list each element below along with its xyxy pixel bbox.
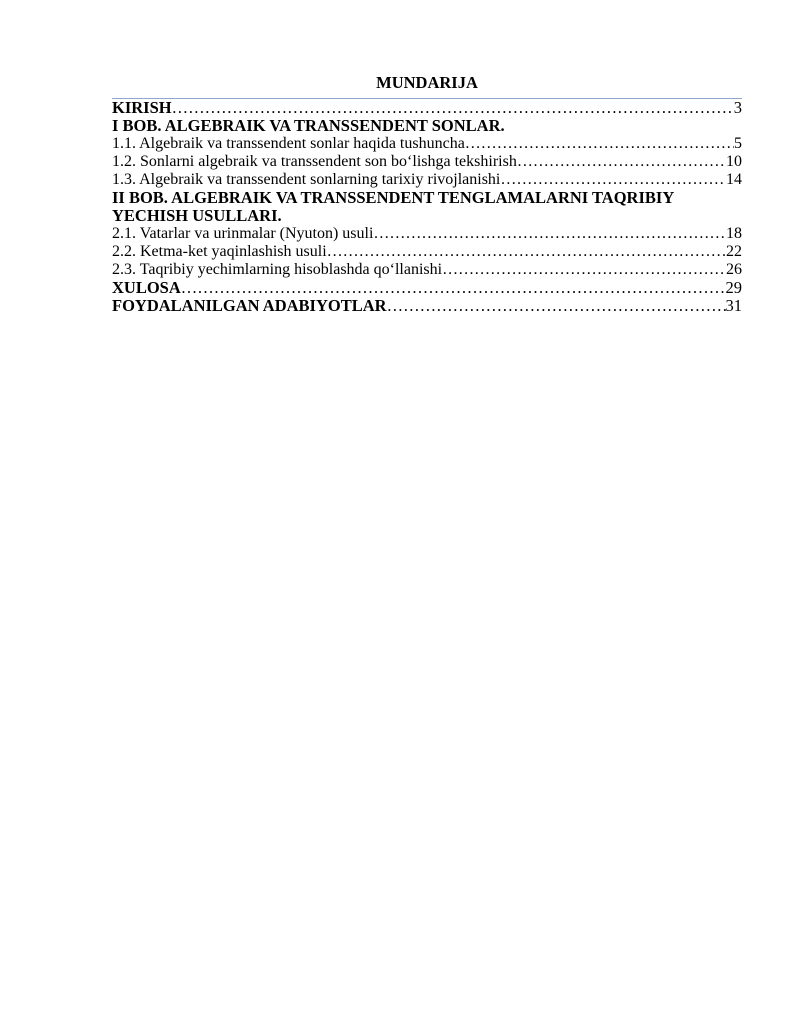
toc-entry-text-line2: YECHISH USULLARI. <box>112 206 282 225</box>
toc-entry-2-1[interactable] <box>112 225 742 243</box>
toc-entry-2-3[interactable] <box>112 261 742 279</box>
toc-entry-text: 2.1. Vatarlar va urinmalar (Nyuton) usuli <box>112 225 374 242</box>
toc-dot-leader <box>442 261 726 279</box>
toc-dot-leader <box>373 225 726 243</box>
toc-entry-1-3[interactable] <box>112 171 742 189</box>
toc-dot-leader <box>387 297 726 315</box>
toc-entry-text-line1: II BOB. ALGEBRAIK VA TRANSSENDENT TENGLAMALARNI TAQRIBIY <box>112 188 675 207</box>
toc-page-number: 22 <box>726 243 742 260</box>
toc-page-number: 18 <box>726 225 742 242</box>
toc-dot-leader <box>517 153 726 171</box>
toc-entry-kirish[interactable] <box>112 99 742 117</box>
toc-dot-leader <box>181 279 726 297</box>
toc-entry-1-1[interactable] <box>112 135 742 153</box>
toc-entry-text: 1.3. Algebraik va transsendent sonlarning tarixiy rivojlanishi <box>112 171 501 188</box>
toc-page-number: 5 <box>734 135 742 152</box>
toc-entry-text: XULOSA <box>112 278 181 297</box>
toc-entry-adabiyotlar[interactable] <box>112 297 742 315</box>
toc-entry-2-2[interactable] <box>112 243 742 261</box>
toc-dot-leader <box>327 243 726 261</box>
toc-page-number: 31 <box>725 296 742 315</box>
toc-entry-xulosa[interactable] <box>112 279 742 297</box>
toc-page-number: 14 <box>726 171 742 188</box>
toc-entry-text: 1.1. Algebraik va transsendent sonlar haqida tushuncha <box>112 135 465 152</box>
toc-page-number: 10 <box>726 153 742 170</box>
toc-entry-text: 2.2. Ketma-ket yaqinlashish usuli <box>112 243 327 260</box>
toc-entry-text: 1.2. Sonlarni algebraik va transsendent son bo‘lishga tekshirish <box>112 153 517 170</box>
toc-dot-leader <box>465 135 734 153</box>
toc-entry-1-2[interactable] <box>112 153 742 171</box>
toc-entry-text: I BOB. ALGEBRAIK VA TRANSSENDENT SONLAR. <box>112 116 505 135</box>
table-of-contents <box>112 99 742 315</box>
toc-page-number: 26 <box>726 261 742 278</box>
document-page <box>112 72 742 315</box>
toc-entry-text: 2.3. Taqribiy yechimlarning hisoblashda qo‘llanishi <box>112 261 443 278</box>
toc-chapter-heading-1[interactable] <box>112 117 742 135</box>
toc-title: MUNDARIJA <box>112 72 742 99</box>
toc-entry-text: KIRISH <box>112 98 172 117</box>
toc-dot-leader <box>172 99 734 117</box>
toc-page-number: 29 <box>725 278 742 297</box>
toc-dot-leader <box>500 171 726 189</box>
toc-chapter-heading-2[interactable] <box>112 189 742 225</box>
toc-entry-text: FOYDALANILGAN ADABIYOTLAR <box>112 296 387 315</box>
toc-page-number: 3 <box>733 98 742 117</box>
